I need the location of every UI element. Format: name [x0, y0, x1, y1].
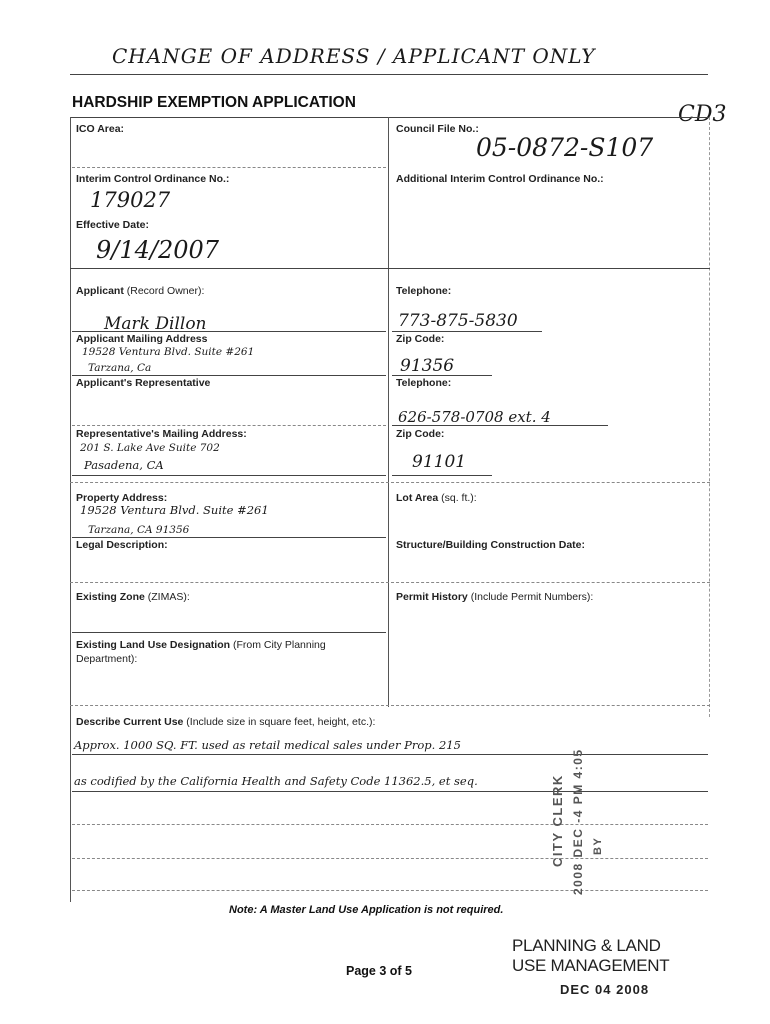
permit-history-label	[396, 591, 593, 603]
property-address-line1[interactable]: 19528 Ventura Blvd. Suite #261	[80, 503, 269, 517]
zip-rule	[392, 375, 492, 376]
interim-ordinance-label: Interim Control Ordinance No.:	[76, 173, 230, 185]
additional-ordinance-label: Additional Interim Control Ordinance No.:	[396, 173, 604, 185]
telephone-value[interactable]: 773-875-5830	[398, 311, 518, 331]
applicant-label-note: (Record Owner):	[126, 285, 205, 297]
zip-label: Zip Code:	[396, 333, 445, 345]
council-file-label: Council File No.:	[396, 123, 479, 135]
current-use-line1[interactable]: Approx. 1000 SQ. FT. used as retail medical sales under Prop. 215	[74, 738, 461, 752]
current-use-rule-1	[72, 754, 708, 755]
applicant-rule	[72, 331, 386, 332]
construction-date-label: Structure/Building Construction Date:	[396, 539, 585, 551]
lot-area-label-bold: Lot Area	[396, 492, 439, 504]
lot-area-label	[396, 492, 477, 504]
applicant-mailing-line1[interactable]: 19528 Ventura Blvd. Suite #261	[82, 346, 255, 358]
current-use-label-note: (Include size in square feet, height, etc.):	[186, 716, 376, 728]
stamp-line2: USE MANAGEMENT	[512, 956, 670, 975]
ico-rule	[72, 167, 386, 168]
current-use-rule-3	[72, 824, 708, 825]
property-address-rule	[72, 537, 386, 538]
district-note: CD3	[678, 102, 727, 127]
side-stamp-line2: 2008 DEC -4 PM 4:05	[571, 748, 585, 895]
land-use-label-bold: Existing Land Use Designation	[76, 639, 231, 651]
ico-area-label: ICO Area:	[76, 123, 125, 135]
stamp-line1: PLANNING & LAND	[512, 936, 661, 955]
council-file-value[interactable]: 05-0872-S107	[476, 133, 654, 162]
rep-mailing-line1[interactable]: 201 S. Lake Ave Suite 702	[80, 442, 220, 454]
rep-telephone-label: Telephone:	[396, 377, 452, 389]
applicant-mailing-label: Applicant Mailing Address	[76, 333, 208, 345]
land-use-label	[76, 638, 326, 666]
page-label: Page 3 of 5	[346, 964, 412, 978]
left-border	[70, 117, 71, 902]
land-use-label-note: (From City Planning	[232, 639, 326, 651]
effective-date-rule	[70, 268, 710, 269]
header-note: CHANGE OF ADDRESS / APPLICANT ONLY	[112, 44, 596, 68]
representative-rule	[72, 425, 386, 426]
header-rule	[70, 74, 708, 75]
applicant-label	[76, 285, 204, 297]
current-use-label-bold: Describe Current Use	[76, 716, 184, 728]
current-use-label	[76, 716, 375, 728]
rep-zip-label: Zip Code:	[396, 428, 445, 440]
property-address-label: Property Address:	[76, 492, 168, 504]
footer-note: Note: A Master Land Use Application is not required.	[229, 904, 504, 916]
telephone-rule	[392, 331, 542, 332]
stamp-date: DEC 04 2008	[560, 982, 650, 997]
rep-mailing-line2[interactable]: Pasadena, CA	[84, 458, 164, 472]
applicant-mailing-line2[interactable]: Tarzana, Ca	[88, 362, 152, 374]
form-title: HARDSHIP EXEMPTION APPLICATION	[72, 94, 356, 111]
interim-ordinance-value[interactable]: 179027	[90, 188, 171, 212]
legal-description-rule	[70, 582, 710, 583]
applicant-name[interactable]: Mark Dillon	[104, 314, 207, 334]
applicant-mailing-rule	[72, 375, 386, 376]
effective-date-label: Effective Date:	[76, 219, 149, 231]
top-rule	[70, 117, 710, 118]
rep-telephone-rule	[392, 425, 608, 426]
permit-history-label-note: (Include Permit Numbers):	[470, 591, 594, 603]
property-address-line2[interactable]: Tarzana, CA 91356	[88, 524, 190, 536]
existing-zone-label	[76, 591, 190, 603]
current-use-rule-5	[72, 890, 708, 891]
effective-date-value[interactable]: 9/14/2007	[96, 236, 220, 264]
existing-zone-label-bold: Existing Zone	[76, 591, 145, 603]
rep-zip-value[interactable]: 91101	[412, 452, 467, 472]
side-stamp-line1: CITY CLERK	[550, 774, 565, 867]
right-border	[709, 117, 710, 717]
received-stamp	[512, 936, 669, 1000]
current-use-line2[interactable]: as codified by the California Health and Safety Code 11362.5, et seq.	[74, 774, 478, 788]
representative-label: Applicant's Representative	[76, 377, 211, 389]
legal-description-label: Legal Description:	[76, 539, 168, 551]
current-use-rule-2	[72, 791, 708, 792]
rep-telephone-value[interactable]: 626-578-0708 ext. 4	[398, 408, 551, 426]
center-divider	[388, 117, 389, 707]
existing-zone-label-note: (ZIMAS):	[147, 591, 190, 603]
city-clerk-stamp	[548, 748, 608, 895]
current-use-rule-4	[72, 858, 708, 859]
applicant-label-bold: Applicant	[76, 285, 124, 297]
land-use-rule	[70, 705, 710, 706]
side-stamp-line3: BY	[592, 836, 604, 855]
permit-history-label-bold: Permit History	[396, 591, 468, 603]
lot-area-label-note: (sq. ft.):	[441, 492, 477, 504]
rep-mailing-label: Representative's Mailing Address:	[76, 428, 247, 440]
rep-section-rule	[70, 482, 710, 483]
existing-zone-rule	[72, 632, 386, 633]
zip-value[interactable]: 91356	[400, 356, 455, 376]
rep-mailing-rule	[72, 475, 386, 476]
land-use-label-note2: Department):	[76, 653, 138, 665]
rep-zip-rule	[392, 475, 492, 476]
telephone-label: Telephone:	[396, 285, 452, 297]
